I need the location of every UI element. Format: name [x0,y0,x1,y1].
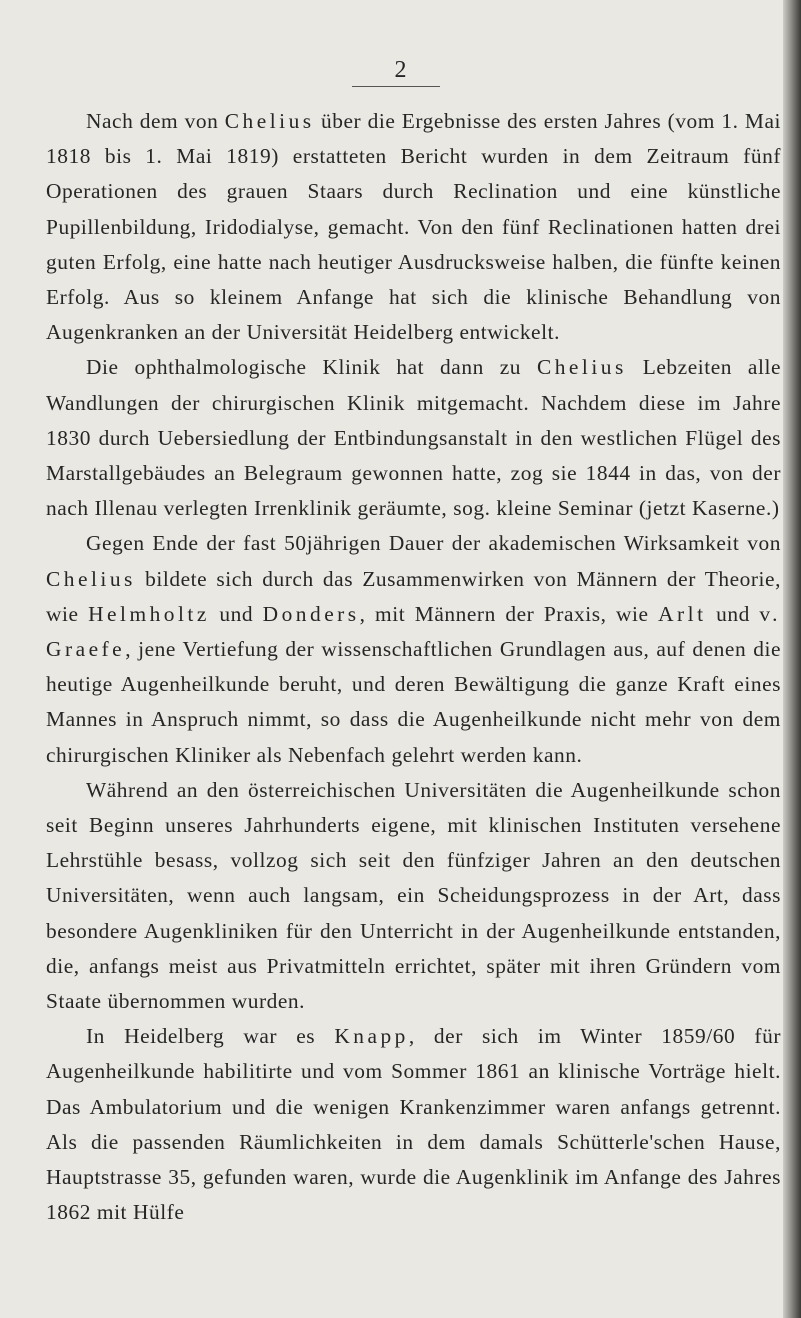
spaced-name: Donders [262,601,360,626]
paragraph [46,773,781,1019]
spaced-name: v. Graefe [46,601,782,662]
text-segment: über die Ergebnisse des ersten Jahres (vom 1. Mai 1818 bis 1. Mai 1819) erstatteten Bericht wurden in dem Zeitraum fünf Operationen des grauen Staars durch Reclination und eine künstliche Pupillenbildung, Iridodialyse, gemacht. Von den fünf Reclinationen hatten drei guten Erfolg, eine hatte nach heutiger Ausdrucksweise halben, die fünfte keinen Erfolg. Aus so kleinem Anfange hat sich die klinische Behandlung von Augenkranken an der Universität Heidelberg entwickelt. [46,109,781,345]
spaced-name: Chelius [536,355,627,380]
text-segment: Gegen Ende der fast 50jährigen Dauer der akademischen Wirksamkeit von [86,531,781,556]
spaced-name: Knapp [334,1024,409,1049]
body-text [46,104,781,1231]
spaced-name: Chelius [46,566,136,591]
paragraph [46,1019,781,1230]
text-segment: , mit Männern der Praxis, wie [359,601,659,626]
text-segment: Nach dem von [86,109,225,133]
spaced-name: Chelius [224,109,315,133]
paragraph [46,104,781,350]
text-segment: Die ophthalmologische Klinik hat dann zu [86,355,537,380]
page-edge-shadow [783,0,801,1318]
text-segment: Während an den österreichischen Universitäten die Augenheilkunde schon seit Beginn unseres Jahrhunderts eigene, mit klinischen Instituten versehene Lehrstühle besass, vollzog sich seit den fünfziger Jahren an den deutschen Universitäten, wenn auch langsam, ein Scheidungsprozess in der Art, dass besondere Augenkliniken für den Unterricht in der Augenheilkunde entstanden, die, anfangs meist aus Privatmitteln errichtet, später mit ihren Gründern vom Staate übernommen wurden. [46,777,781,1014]
text-segment: und [209,601,263,626]
text-segment: , der sich im Winter 1859/60 für Augenheilkunde habilitirte und vom Sommer 1861 an klinische Vorträge hielt. Das Ambulatorium und die wenigen Krankenzimmer waren anfangs getrennt. Als die passenden Räumlichkeiten in dem damals Schütterle'schen Hause, Hauptstrasse 35, gefunden waren, wurde die Augenklinik im Anfange des Jahres 1862 mit Hülfe [46,1024,781,1225]
page-number: 2 [394,57,407,83]
text-segment: In Heidelberg war es [86,1024,335,1049]
text-segment: und [706,601,760,626]
paragraph [46,526,781,772]
text-segment: Lebzeiten alle Wandlungen der chirurgischen Klinik mitgemacht. Nachdem diese im Jahre 1830 durch Uebersiedlung der Entbindungsanstalt in den westlichen Flügel des Marstallgebäudes an Belegraum gewonnen hatte, zog sie 1844 in das, von der nach Illenau verlegten Irrenklinik geräumte, sog. kleine Seminar (jetzt Kaserne.) [46,355,781,521]
text-segment: , jene Vertiefung der wissenschaftlichen Grundlagen aus, auf denen die heutige Augenheilkunde beruht, und deren Bewältigung die ganze Kraft eines Mannes in Anspruch nimmt, so dass die Augenheilkunde nicht mehr von dem chirurgischen Kliniker als Nebenfach gelehrt werden kann. [46,637,781,767]
spaced-name: Arlt [658,601,707,626]
spaced-name: Helmholtz [88,601,210,626]
text-segment: bildete sich durch das Zusammenwirken von Männern der Theorie, wie [46,566,781,626]
page-number-rule [352,86,440,87]
paragraph [46,350,781,526]
